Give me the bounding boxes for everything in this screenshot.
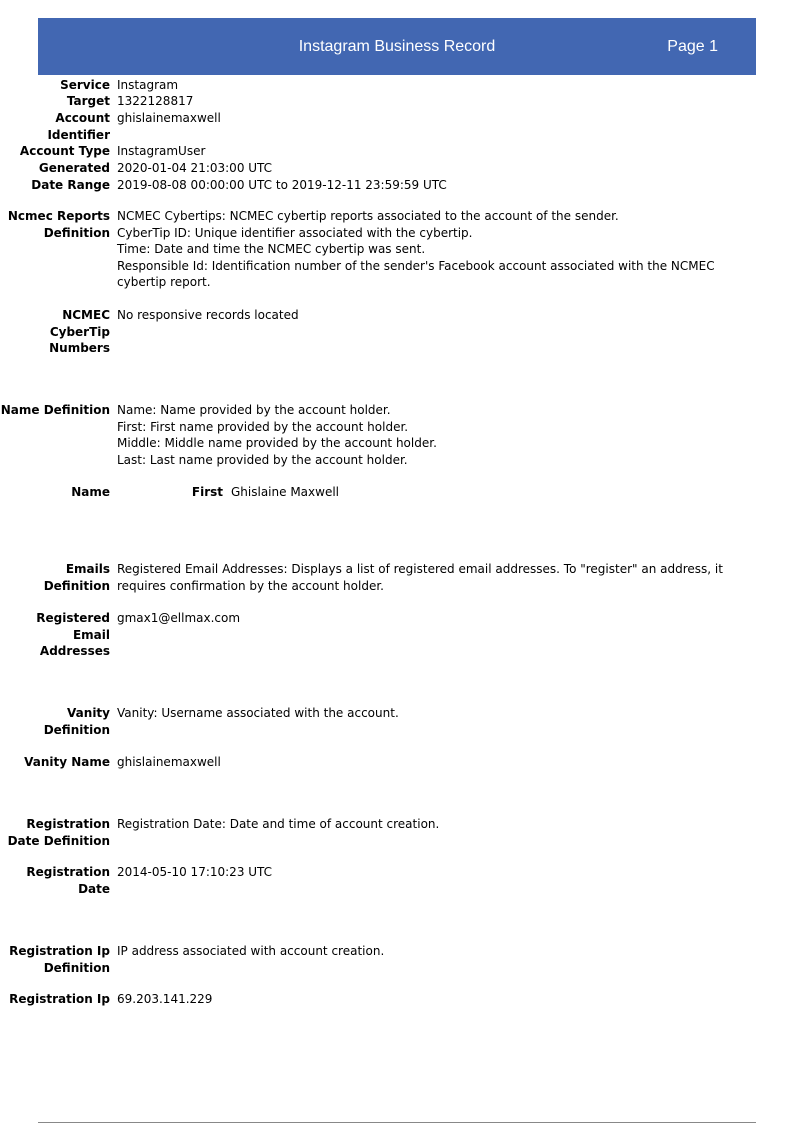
name-definition-text: [117, 402, 747, 468]
name-label: Name: [71, 485, 110, 499]
date-range-label: Date Range: [31, 178, 110, 192]
emails-definition-text: Registered Email Addresses: Displays a list of registered email addresses. To "register" an address, it requires confirmation by the account holder.: [117, 562, 723, 593]
registration-ip-value: 69.203.141.229: [117, 992, 213, 1006]
definition-line: Middle: Middle name provided by the account holder.: [117, 436, 437, 451]
vanity-definition-text: Vanity: Username associated with the account.: [117, 706, 399, 720]
ncmec-numbers-value: No responsive records located: [117, 308, 299, 322]
document-title: Instagram Business Record: [298, 38, 496, 55]
registration-date-label: Registration Date: [26, 865, 110, 896]
service-value: Instagram: [117, 78, 179, 92]
target-value: 1322128817: [117, 94, 194, 108]
emails-definition-label: Emails Definition: [43, 562, 110, 593]
target-label: Target: [66, 94, 110, 108]
ncmec-numbers-label: NCMEC CyberTip Numbers: [49, 308, 110, 356]
account-identifier-label: Account Identifier: [47, 111, 110, 142]
vanity-definition-label: Vanity Definition: [43, 706, 110, 737]
first-name-value: Ghislaine Maxwell: [231, 485, 339, 499]
account-type-value: InstagramUser: [117, 144, 206, 158]
registration-ip-definition-label: Registration Ip Definition: [9, 944, 110, 975]
generated-label: Generated: [38, 161, 110, 175]
registration-date-value: 2014-05-10 17:10:23 UTC: [117, 865, 273, 879]
definition-line: Name: Name provided by the account holder.: [117, 403, 391, 417]
ncmec-definition-label: Ncmec Reports Definition: [7, 209, 110, 240]
definition-line: CyberTip ID: Unique identifier associated with the cybertip.: [117, 225, 473, 240]
definition-line: Last: Last name provided by the account holder.: [117, 452, 408, 467]
definition-line: NCMEC Cybertips: NCMEC cybertip reports associated to the account of the sender.: [117, 209, 619, 223]
registered-email-value: gmax1@ellmax.com: [117, 611, 241, 625]
page-header: [38, 18, 756, 75]
name-value: [117, 484, 747, 501]
generated-value: 2020-01-04 21:03:00 UTC: [117, 161, 273, 175]
vanity-name-label: Vanity Name: [24, 755, 110, 769]
definition-line: Responsible Id: Identification number of the sender's Facebook account associated with the NCMEC cybertip report.: [117, 258, 715, 290]
registration-date-definition-text: Registration Date: Date and time of account creation.: [117, 817, 440, 831]
page-number: Page 1: [667, 38, 718, 55]
definition-line: First: First name provided by the account holder.: [117, 419, 409, 434]
account-type-label: Account Type: [19, 144, 110, 158]
definition-line: Time: Date and time the NCMEC cybertip was sent.: [117, 242, 426, 257]
registration-date-definition-label: Registration Date Definition: [7, 817, 110, 848]
registration-ip-definition-text: IP address associated with account creation.: [117, 944, 385, 958]
first-name-label: First: [191, 485, 223, 499]
date-range-value: 2019-08-08 00:00:00 UTC to 2019-12-11 23:59:59 UTC: [117, 178, 447, 192]
registration-ip-label: Registration Ip: [9, 992, 110, 1006]
vanity-name-value: ghislainemaxwell: [117, 755, 221, 769]
service-label: Service: [60, 78, 110, 92]
name-definition-label: Name Definition: [0, 403, 110, 417]
ncmec-definition-text: [117, 208, 747, 291]
account-identifier-value: ghislainemaxwell: [117, 111, 221, 125]
registered-emails-label: Registered Email Addresses: [36, 611, 110, 659]
